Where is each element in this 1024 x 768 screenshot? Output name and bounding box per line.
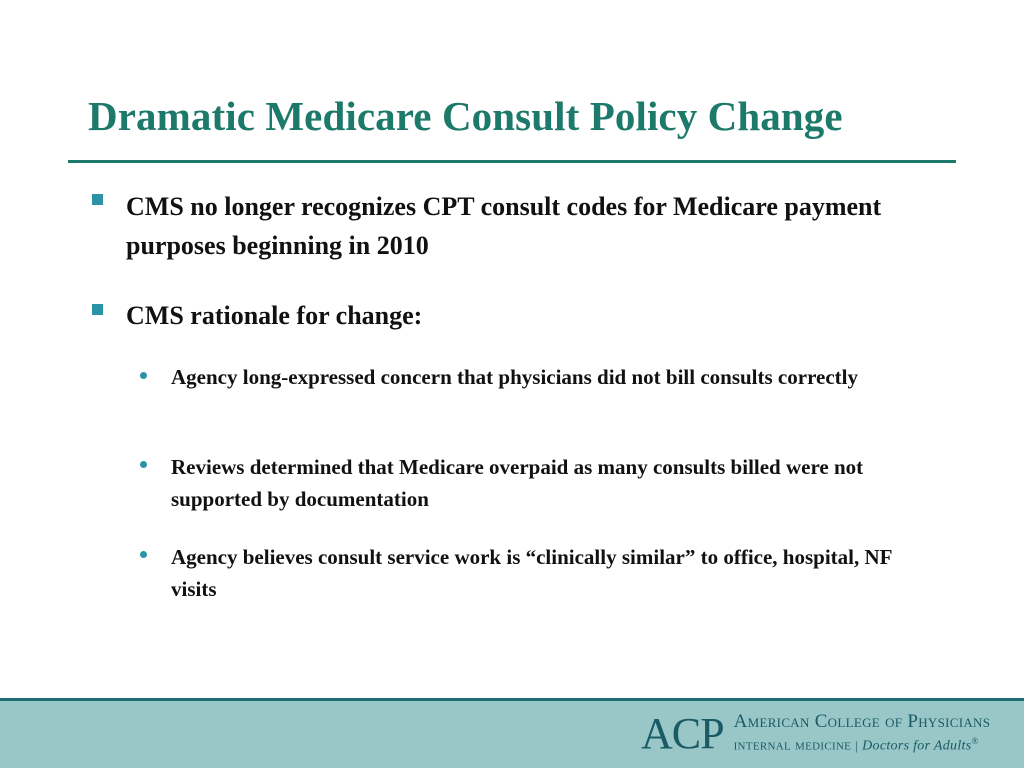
org-name: American College of Physicians bbox=[733, 711, 991, 733]
square-bullet-icon bbox=[92, 304, 103, 315]
round-bullet-icon bbox=[140, 551, 147, 558]
round-bullet-icon bbox=[140, 461, 147, 468]
bullet-item: CMS rationale for change: bbox=[126, 301, 423, 330]
tagline-separator: | bbox=[855, 737, 859, 753]
tagline-motto: Doctors for Adults bbox=[862, 738, 972, 754]
bullet-item: CMS no longer recognizes CPT consult codes for Medicare payment purposes beginning in 2010 bbox=[126, 192, 882, 260]
slide-title: Dramatic Medicare Consult Policy Change bbox=[88, 93, 843, 139]
tagline-specialty: internal medicine bbox=[733, 737, 852, 754]
logo-tagline bbox=[734, 732, 991, 755]
sub-bullet-item: Reviews determined that Medicare overpaid as many consults billed were not supported by documentation bbox=[171, 455, 864, 511]
logo-mark: ACP bbox=[641, 709, 724, 758]
title-underline bbox=[68, 160, 956, 163]
square-bullet-icon bbox=[92, 194, 103, 205]
sub-bullet-item: Agency long-expressed concern that physicians did not bill consults correctly bbox=[171, 365, 858, 389]
logo-text bbox=[734, 712, 991, 755]
registered-mark: ® bbox=[971, 736, 979, 747]
acp-logo bbox=[641, 709, 991, 758]
round-bullet-icon bbox=[140, 372, 147, 379]
sub-bullet-item: Agency believes consult service work is “clinically similar” to office, hospital, NF visits bbox=[171, 545, 892, 601]
